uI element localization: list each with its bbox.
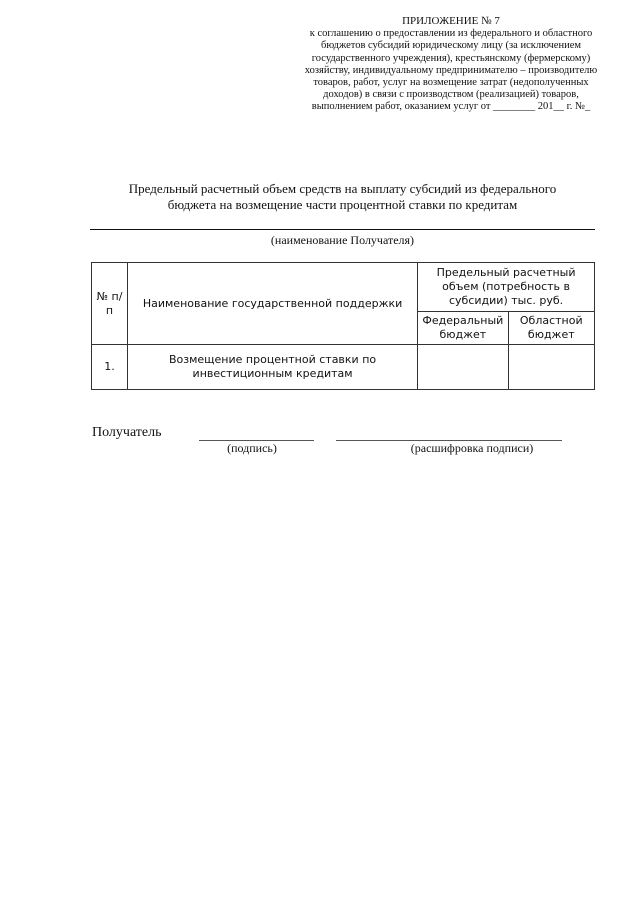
cell-regional [508,345,594,390]
appendix-line: государственного учреждения), крестьянскому (фермерскому) [311,52,591,64]
signature-decode-caption: (расшифровка подписи) [410,441,534,455]
appendix-line: бюджетов субсидий юридическому лицу (за исключением [320,40,582,52]
cell-federal [418,345,508,390]
signature-label: Получатель [92,425,162,440]
appendix-title: ПРИЛОЖЕНИЕ № 7 [402,15,500,27]
cell-num: 1. [92,345,128,390]
appendix-line: к соглашению о предоставлении из федерального и областного [309,28,593,40]
recipient-caption: (наименование Получателя) [270,233,415,247]
table-row [92,345,595,390]
header-volume: Предельный расчетный объем (потребность в субсидии) тыс. руб. [418,263,595,312]
header-name: Наименование государственной поддержки [128,263,418,345]
table-header-row [92,263,595,312]
cell-name: Возмещение процентной ставки по инвестиционным кредитам [128,345,418,390]
appendix-line: товаров, работ, услуг на возмещение затрат (недополученных [313,77,589,89]
appendix-line: доходов) в связи с производством (реализацией) товаров, [323,89,579,101]
header-regional: Областной бюджет [508,312,594,345]
appendix-header [292,15,610,114]
signature-caption: (подпись) [227,441,277,455]
header-num: № п/п [92,263,128,345]
recipient-name-line [90,229,595,230]
document-title [90,181,595,213]
appendix-line: хозяйству, индивидуальному предпринимателю – производителю [304,64,598,76]
support-table [91,262,595,390]
header-federal: Федеральный бюджет [418,312,508,345]
document-title-line: бюджета на возмещение части процентной ставки по кредитам [167,197,518,212]
document-title-line: Предельный расчетный объем средств на выплату субсидий из федерального [128,181,557,196]
appendix-line: выполнением работ, оказанием услуг от ________ 201__ г. №_ [311,101,591,113]
